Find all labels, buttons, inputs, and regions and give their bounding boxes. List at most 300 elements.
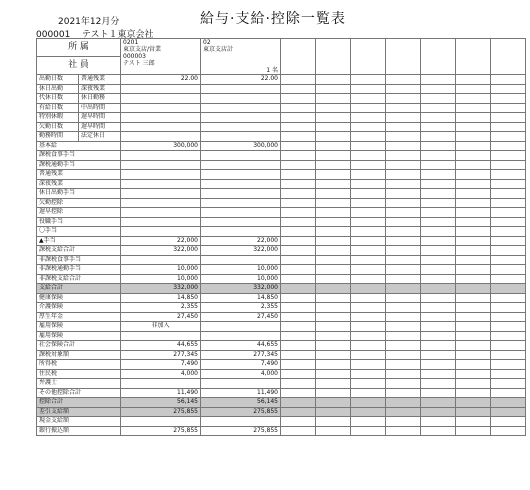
item-label: 休日出勤手当 (37, 189, 121, 199)
empty-cell (281, 236, 316, 246)
empty-cell (281, 312, 316, 322)
empty-cell (316, 265, 351, 275)
empty-cell (316, 284, 351, 294)
item-label: ▲手当 (37, 236, 121, 246)
empty-cell (421, 303, 456, 313)
empty-cell (491, 303, 526, 313)
empty-cell (351, 160, 386, 170)
empty-cell (386, 407, 421, 417)
item-value-2 (201, 189, 281, 199)
item-value-1 (121, 208, 201, 218)
item-label: 課税通勤手当 (37, 160, 121, 170)
empty-cell (351, 198, 386, 208)
empty-cell (351, 246, 386, 256)
empty-cell (421, 426, 456, 436)
item-label: 課税対象額 (37, 350, 121, 360)
empty-cell (281, 341, 316, 351)
empty-cell (386, 322, 421, 332)
empty-cell (386, 227, 421, 237)
empty-cell (386, 217, 421, 227)
empty-cell (456, 426, 491, 436)
empty-cell (351, 293, 386, 303)
empty-cell (421, 369, 456, 379)
empty-cell (281, 170, 316, 180)
item-value-1 (121, 189, 201, 199)
empty-cell (316, 274, 351, 284)
empty-cell (351, 388, 386, 398)
empty-cell (281, 360, 316, 370)
item-row (37, 160, 526, 170)
item-row (37, 303, 526, 313)
empty-cell (281, 189, 316, 199)
col1-emp-code: 000003 (123, 53, 146, 60)
empty-cell (421, 274, 456, 284)
empty-cell (316, 208, 351, 218)
item-value-2 (201, 227, 281, 237)
item-row (37, 293, 526, 303)
item-row (37, 255, 526, 265)
item-row (37, 350, 526, 360)
empty-cell (281, 75, 316, 85)
empty-cell (281, 113, 316, 123)
attendance-row (37, 113, 526, 123)
item-row (37, 331, 526, 341)
empty-cell (456, 179, 491, 189)
empty-cell (351, 103, 386, 113)
item-value-2 (201, 151, 281, 161)
item-value-1 (121, 179, 201, 189)
item-row (37, 426, 526, 436)
item-value-2 (201, 331, 281, 341)
empty-cell (421, 246, 456, 256)
item-value-1: 非加入 (121, 322, 201, 332)
empty-cell (421, 160, 456, 170)
empty-cell (316, 113, 351, 123)
empty-cell (421, 341, 456, 351)
attendance-row (37, 75, 526, 85)
item-label: 差引支給額 (37, 407, 121, 417)
empty-cell (386, 293, 421, 303)
empty-cell (281, 274, 316, 284)
item-label: 課税食事手当 (37, 151, 121, 161)
empty-cell (456, 274, 491, 284)
empty-cell (386, 198, 421, 208)
empty-cell (316, 151, 351, 161)
empty-cell (421, 360, 456, 370)
empty-cell (421, 398, 456, 408)
empty-cell (316, 84, 351, 94)
item-label: 社会保険合計 (37, 341, 121, 351)
empty-cell (351, 417, 386, 427)
empty-cell (456, 132, 491, 142)
item-value-1: 22,000 (121, 236, 201, 246)
empty-cell (491, 293, 526, 303)
empty-cell (316, 236, 351, 246)
empty-cell (351, 312, 386, 322)
att-value-2 (201, 132, 281, 142)
att-value-2 (201, 113, 281, 123)
item-row (37, 274, 526, 284)
company-code: 000001 (36, 30, 71, 40)
item-label: 役職手当 (37, 217, 121, 227)
empty-cell (281, 388, 316, 398)
empty-cell (421, 217, 456, 227)
att-label: 勤務時間 (37, 132, 79, 142)
att-label: 出勤日数 (37, 75, 79, 85)
empty-cell (491, 341, 526, 351)
item-value-1 (121, 417, 201, 427)
item-row (37, 189, 526, 199)
empty-cell (456, 331, 491, 341)
item-label: 基本給 (37, 141, 121, 151)
empty-cell (491, 274, 526, 284)
empty-cell (316, 227, 351, 237)
empty-cell (456, 103, 491, 113)
empty-cell (351, 189, 386, 199)
empty-cell (316, 217, 351, 227)
item-row (37, 417, 526, 427)
empty-cell (491, 113, 526, 123)
empty-cell (456, 379, 491, 389)
empty-cell (421, 189, 456, 199)
empty-cell (386, 341, 421, 351)
empty-cell (281, 160, 316, 170)
item-label: 支給合計 (37, 284, 121, 294)
empty-cell (491, 160, 526, 170)
empty-cell (386, 132, 421, 142)
item-label: 銀行振込額 (37, 426, 121, 436)
empty-cell (281, 369, 316, 379)
empty-cell (316, 322, 351, 332)
empty-cell (386, 303, 421, 313)
empty-cell (456, 141, 491, 151)
item-row (37, 198, 526, 208)
empty-cell (491, 208, 526, 218)
empty-cell (351, 426, 386, 436)
empty-cell (351, 322, 386, 332)
item-label: 非課税食事手当 (37, 255, 121, 265)
empty-cell (281, 293, 316, 303)
empty-cell (351, 369, 386, 379)
item-value-2: 10,000 (201, 274, 281, 284)
item-value-1: 4,000 (121, 369, 201, 379)
att-sublabel: 普通残業 (79, 75, 121, 85)
empty-cell (421, 84, 456, 94)
att-value-2 (201, 103, 281, 113)
col1-dept-code: 0201 (123, 39, 139, 46)
empty-cell (281, 426, 316, 436)
empty-cell (421, 170, 456, 180)
item-value-2: 11,490 (201, 388, 281, 398)
empty-cell (456, 350, 491, 360)
empty-cell (281, 265, 316, 275)
item-label: 健康保険 (37, 293, 121, 303)
item-value-2: 300,000 (201, 141, 281, 151)
empty-cell (421, 94, 456, 104)
empty-cell (421, 103, 456, 113)
empty-cell (386, 360, 421, 370)
item-label: 非課税支給合計 (37, 274, 121, 284)
empty-cell (316, 189, 351, 199)
item-value-2 (201, 379, 281, 389)
attendance-row (37, 103, 526, 113)
col1-dept-name: 東京支店/営業 (123, 46, 162, 53)
empty-cell (421, 284, 456, 294)
item-value-1: 277,345 (121, 350, 201, 360)
empty-cell (386, 417, 421, 427)
empty-cell (351, 217, 386, 227)
empty-cell (386, 331, 421, 341)
item-row (37, 388, 526, 398)
empty-cell (456, 417, 491, 427)
emp-col-1 (121, 39, 201, 75)
empty-cell (421, 417, 456, 427)
empty-cell (351, 75, 386, 85)
empty-cell (491, 179, 526, 189)
att-value-2: 22.00 (201, 75, 281, 85)
item-row (37, 217, 526, 227)
empty-cell (456, 236, 491, 246)
item-label: 〇手当 (37, 227, 121, 237)
empty-cell (316, 293, 351, 303)
empty-cell (421, 312, 456, 322)
empty-cell (351, 284, 386, 294)
empty-cell (491, 255, 526, 265)
empty-cell (351, 350, 386, 360)
empty-cell (456, 189, 491, 199)
item-row (37, 265, 526, 275)
item-label: 厚生年金 (37, 312, 121, 322)
item-value-2 (201, 208, 281, 218)
empty-cell (456, 122, 491, 132)
item-label: 控除合計 (37, 398, 121, 408)
item-row (37, 312, 526, 322)
item-row (37, 407, 526, 417)
empty-cell (456, 113, 491, 123)
empty-cell (491, 426, 526, 436)
attendance-row (37, 132, 526, 142)
empty-cell (316, 160, 351, 170)
item-value-1: 275,855 (121, 407, 201, 417)
empty-cell (386, 236, 421, 246)
item-value-1 (121, 198, 201, 208)
empty-cell (316, 103, 351, 113)
empty-cell (281, 246, 316, 256)
empty-cell (456, 170, 491, 180)
empty-cell (456, 303, 491, 313)
item-value-2 (201, 417, 281, 427)
empty-cell (281, 132, 316, 142)
empty-cell (316, 369, 351, 379)
empty-cell (491, 265, 526, 275)
empty-cell (281, 350, 316, 360)
empty-cell (386, 141, 421, 151)
item-value-1 (121, 160, 201, 170)
empty-cell (386, 103, 421, 113)
empty-cell (316, 312, 351, 322)
empty-cell (281, 198, 316, 208)
empty-cell (386, 388, 421, 398)
att-value-1 (121, 132, 201, 142)
report-title: 給与·支給·控除一覧表 (200, 11, 346, 27)
empty-cell (351, 227, 386, 237)
empty-cell (456, 94, 491, 104)
item-value-2: 44,655 (201, 341, 281, 351)
empty-cell (421, 122, 456, 132)
att-sublabel: 法定休日 (79, 132, 121, 142)
empty-cell (456, 160, 491, 170)
empty-cell (316, 398, 351, 408)
empty-cell (351, 151, 386, 161)
empty-cell (316, 132, 351, 142)
item-value-1 (121, 379, 201, 389)
empty-cell (386, 284, 421, 294)
item-value-2: 56,145 (201, 398, 281, 408)
empty-cell (386, 94, 421, 104)
empty-cell (351, 331, 386, 341)
item-row (37, 236, 526, 246)
empty-cell (456, 208, 491, 218)
attendance-row (37, 94, 526, 104)
empty-cell (351, 113, 386, 123)
empty-cell (316, 350, 351, 360)
empty-cell (351, 274, 386, 284)
item-label: 介護保険 (37, 303, 121, 313)
empty-cell (421, 236, 456, 246)
item-value-2: 4,000 (201, 369, 281, 379)
empty-cell (281, 217, 316, 227)
empty-cell (421, 255, 456, 265)
empty-cell (281, 141, 316, 151)
empty-cell (491, 417, 526, 427)
item-value-1: 44,655 (121, 341, 201, 351)
empty-cell (456, 360, 491, 370)
item-value-2 (201, 198, 281, 208)
item-label: 普通残業 (37, 170, 121, 180)
empty-cell (351, 208, 386, 218)
empty-cell (351, 255, 386, 265)
item-row (37, 208, 526, 218)
item-label: 所得税 (37, 360, 121, 370)
att-value-1: 22.00 (121, 75, 201, 85)
item-value-2 (201, 160, 281, 170)
empty-cell (491, 322, 526, 332)
col2-dept-code: 02 (203, 39, 211, 46)
item-label: 雇用保険 (37, 331, 121, 341)
empty-cell (281, 103, 316, 113)
empty-cell (456, 75, 491, 85)
empty-cell (386, 189, 421, 199)
empty-cell (316, 407, 351, 417)
item-value-1: 7,490 (121, 360, 201, 370)
empty-cell (281, 331, 316, 341)
item-value-2: 275,855 (201, 426, 281, 436)
empty-cell (456, 322, 491, 332)
item-row (37, 151, 526, 161)
empty-cell (386, 246, 421, 256)
empty-cell (316, 426, 351, 436)
att-label: 代休日数 (37, 94, 79, 104)
item-value-1 (121, 227, 201, 237)
empty-cell (351, 132, 386, 142)
att-label: 有給日数 (37, 103, 79, 113)
empty-cell (421, 227, 456, 237)
item-value-1 (121, 170, 201, 180)
item-value-2: 275,855 (201, 407, 281, 417)
item-row (37, 322, 526, 332)
empty-cell (491, 398, 526, 408)
empty-cell (456, 255, 491, 265)
att-value-2 (201, 84, 281, 94)
empty-cell (456, 84, 491, 94)
empty-cell (316, 341, 351, 351)
item-value-2: 10,000 (201, 265, 281, 275)
item-label: 住民税 (37, 369, 121, 379)
empty-cell (351, 122, 386, 132)
att-value-2 (201, 94, 281, 104)
item-value-1: 10,000 (121, 265, 201, 275)
empty-cell (421, 141, 456, 151)
empty-cell (386, 274, 421, 284)
item-label: 遅早控除 (37, 208, 121, 218)
empty-cell (316, 379, 351, 389)
item-value-2 (201, 170, 281, 180)
empty-cell (281, 179, 316, 189)
empty-cell (491, 360, 526, 370)
item-value-1: 300,000 (121, 141, 201, 151)
empty-cell (491, 350, 526, 360)
att-value-1 (121, 103, 201, 113)
empty-cell (351, 94, 386, 104)
empty-cell (351, 265, 386, 275)
item-value-1 (121, 151, 201, 161)
item-value-2: 322,000 (201, 246, 281, 256)
company-name: テスト１東京会社 (81, 30, 154, 40)
item-label: 課税支給合計 (37, 246, 121, 256)
empty-cell (386, 122, 421, 132)
col2-dept-name: 東京支店計 (203, 46, 234, 53)
item-row (37, 369, 526, 379)
empty-cell (386, 265, 421, 275)
empty-cell (316, 417, 351, 427)
empty-cell (316, 75, 351, 85)
empty-cell (456, 398, 491, 408)
item-row (37, 360, 526, 370)
empty-cell (386, 208, 421, 218)
empty-cell (351, 179, 386, 189)
col2-emp-count: 1 名 (266, 67, 278, 74)
item-value-2 (201, 322, 281, 332)
item-value-2: 2,355 (201, 303, 281, 313)
empty-cell (421, 379, 456, 389)
empty-cell (456, 265, 491, 275)
empty-cell (281, 94, 316, 104)
empty-cell (421, 75, 456, 85)
empty-cell (491, 312, 526, 322)
empty-cell (421, 208, 456, 218)
empty-cell (351, 341, 386, 351)
empty-cell (351, 398, 386, 408)
empty-cell (281, 417, 316, 427)
dept-label: 所 属 (37, 39, 121, 57)
empty-cell (316, 303, 351, 313)
empty-cell (456, 293, 491, 303)
empty-cell (386, 369, 421, 379)
payroll-table (36, 38, 526, 436)
empty-cell (351, 303, 386, 313)
item-row (37, 170, 526, 180)
empty-cell (456, 217, 491, 227)
